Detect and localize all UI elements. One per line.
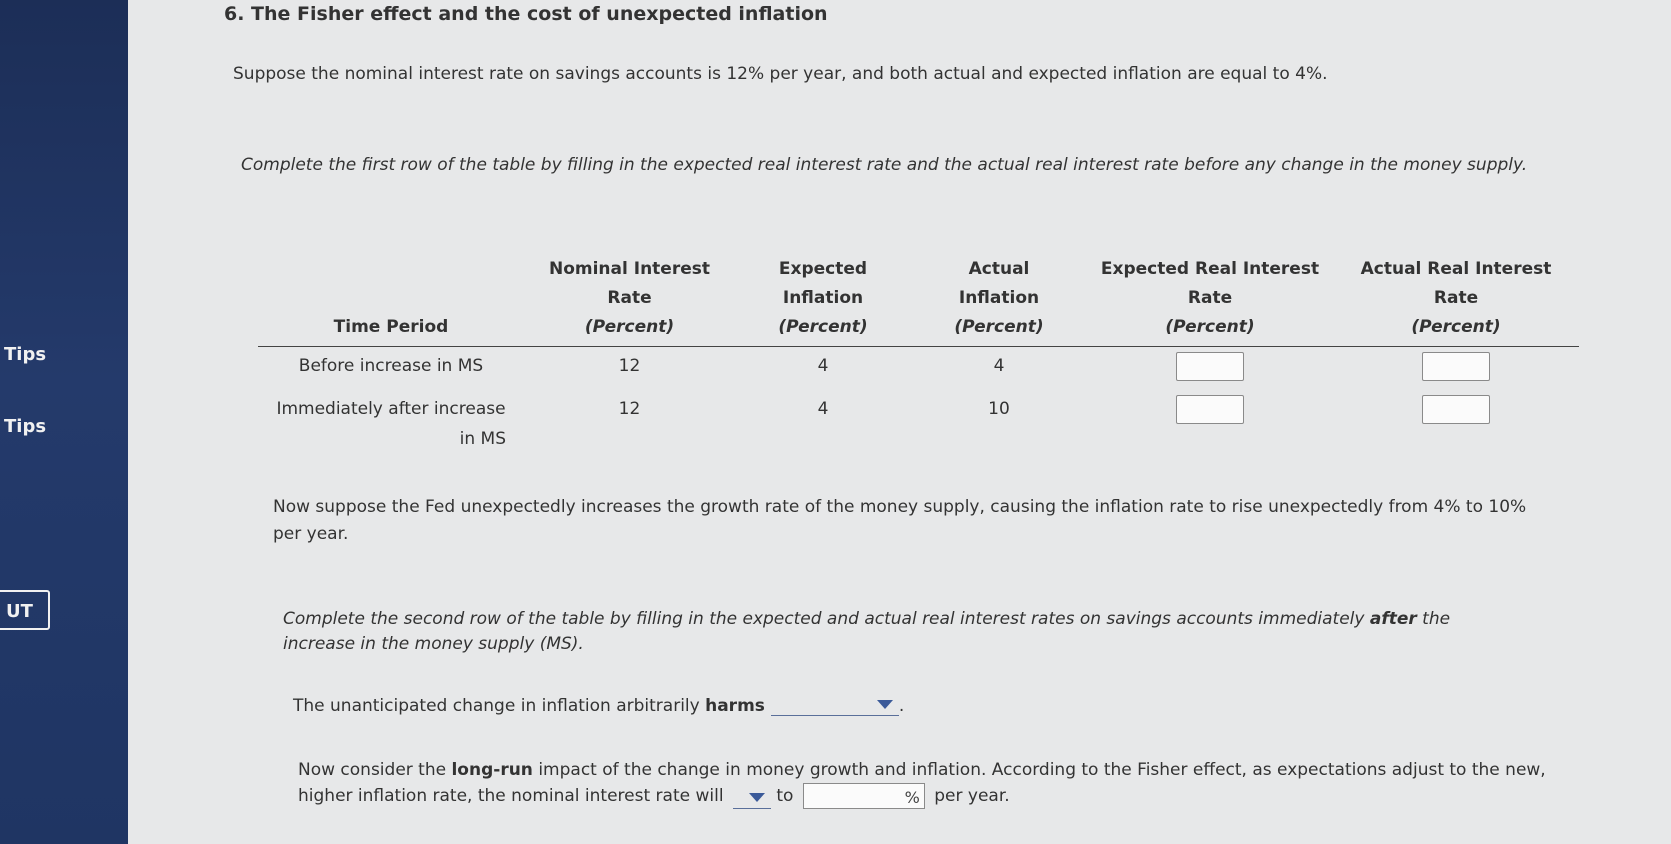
question-title: 6. The Fisher effect and the cost of unexpected inflation (224, 3, 828, 25)
harms-sentence: The unanticipated change in inflation arbitrarily harms . (293, 693, 904, 716)
table-row-after (258, 390, 1579, 453)
actual-real-cell (1333, 390, 1579, 453)
actual-inflation-cell: 4 (993, 356, 1005, 376)
nominal-cell: 12 (618, 356, 641, 376)
header-actual-real-rate: Actual Real Interest Rate (Percent) (1360, 259, 1552, 337)
chevron-down-icon (877, 700, 893, 709)
left-sidebar (0, 0, 128, 844)
tips-tab-2[interactable]: Tips (4, 416, 47, 437)
period-cell: Immediately after increase in MS (276, 399, 506, 449)
actual-real-cell (1333, 347, 1579, 391)
long-run-line-1: Now consider the long-run impact of the change in money growth and inflation. According to the Fisher effect, as expectations adjust to the new, (298, 760, 1546, 780)
header-expected-real-rate: Expected Real Interest Rate (Percent) (1100, 259, 1320, 337)
expected-real-cell (1087, 390, 1333, 453)
expected-inflation-cell: 4 (817, 399, 829, 419)
header-nominal-rate: Nominal Interest Rate (Percent) (548, 259, 710, 337)
sidebar-ut-button[interactable]: UT (0, 590, 50, 630)
question-intro: Suppose the nominal interest rate on savings accounts is 12% per year, and both actual and expected inflation are equal to 4%. (233, 64, 1328, 84)
table-row-before (258, 347, 1579, 391)
header-time-period: Time Period (333, 317, 449, 337)
header-expected-inflation: Expected Inflation (Percent) (778, 259, 868, 337)
expected-real-input-row1[interactable] (1176, 352, 1244, 381)
expected-real-input-row2[interactable] (1176, 395, 1244, 424)
actual-real-input-row1[interactable] (1422, 352, 1490, 381)
actual-inflation-cell: 10 (988, 399, 1010, 419)
instruction-second-row: Complete the second row of the table by filling in the expected and actual real interest rates on savings accounts immediately after the increase in the money supply (MS). (283, 609, 1451, 654)
percent-sign: % (904, 788, 920, 807)
long-run-question (298, 758, 1546, 809)
direction-dropdown[interactable] (733, 788, 771, 809)
table-header-row (258, 255, 1579, 347)
fisher-table (258, 255, 1579, 453)
harms-dropdown[interactable] (771, 693, 899, 716)
expected-real-cell (1087, 347, 1333, 391)
tips-tab-1[interactable]: Tips (4, 344, 47, 365)
actual-real-input-row2[interactable] (1422, 395, 1490, 424)
nominal-rate-input[interactable] (803, 783, 925, 809)
period-cell: Before increase in MS (298, 356, 484, 376)
header-actual-inflation: Actual Inflation (Percent) (954, 259, 1044, 337)
chevron-down-icon (749, 793, 765, 802)
instruction-first-row: Complete the first row of the table by filling in the expected real interest rate and the actual real interest rate before any change in the money supply. (241, 155, 1528, 175)
long-run-line-2: higher inflation rate, the nominal interest rate will to % per year. (298, 783, 1546, 809)
nominal-cell: 12 (618, 399, 641, 419)
question-content (128, 0, 1671, 844)
fed-scenario-text: Now suppose the Fed unexpectedly increases the growth rate of the money supply, causing the inflation rate to rise unexpectedly from 4% to 10% per year. (273, 497, 1527, 544)
expected-inflation-cell: 4 (817, 356, 829, 376)
